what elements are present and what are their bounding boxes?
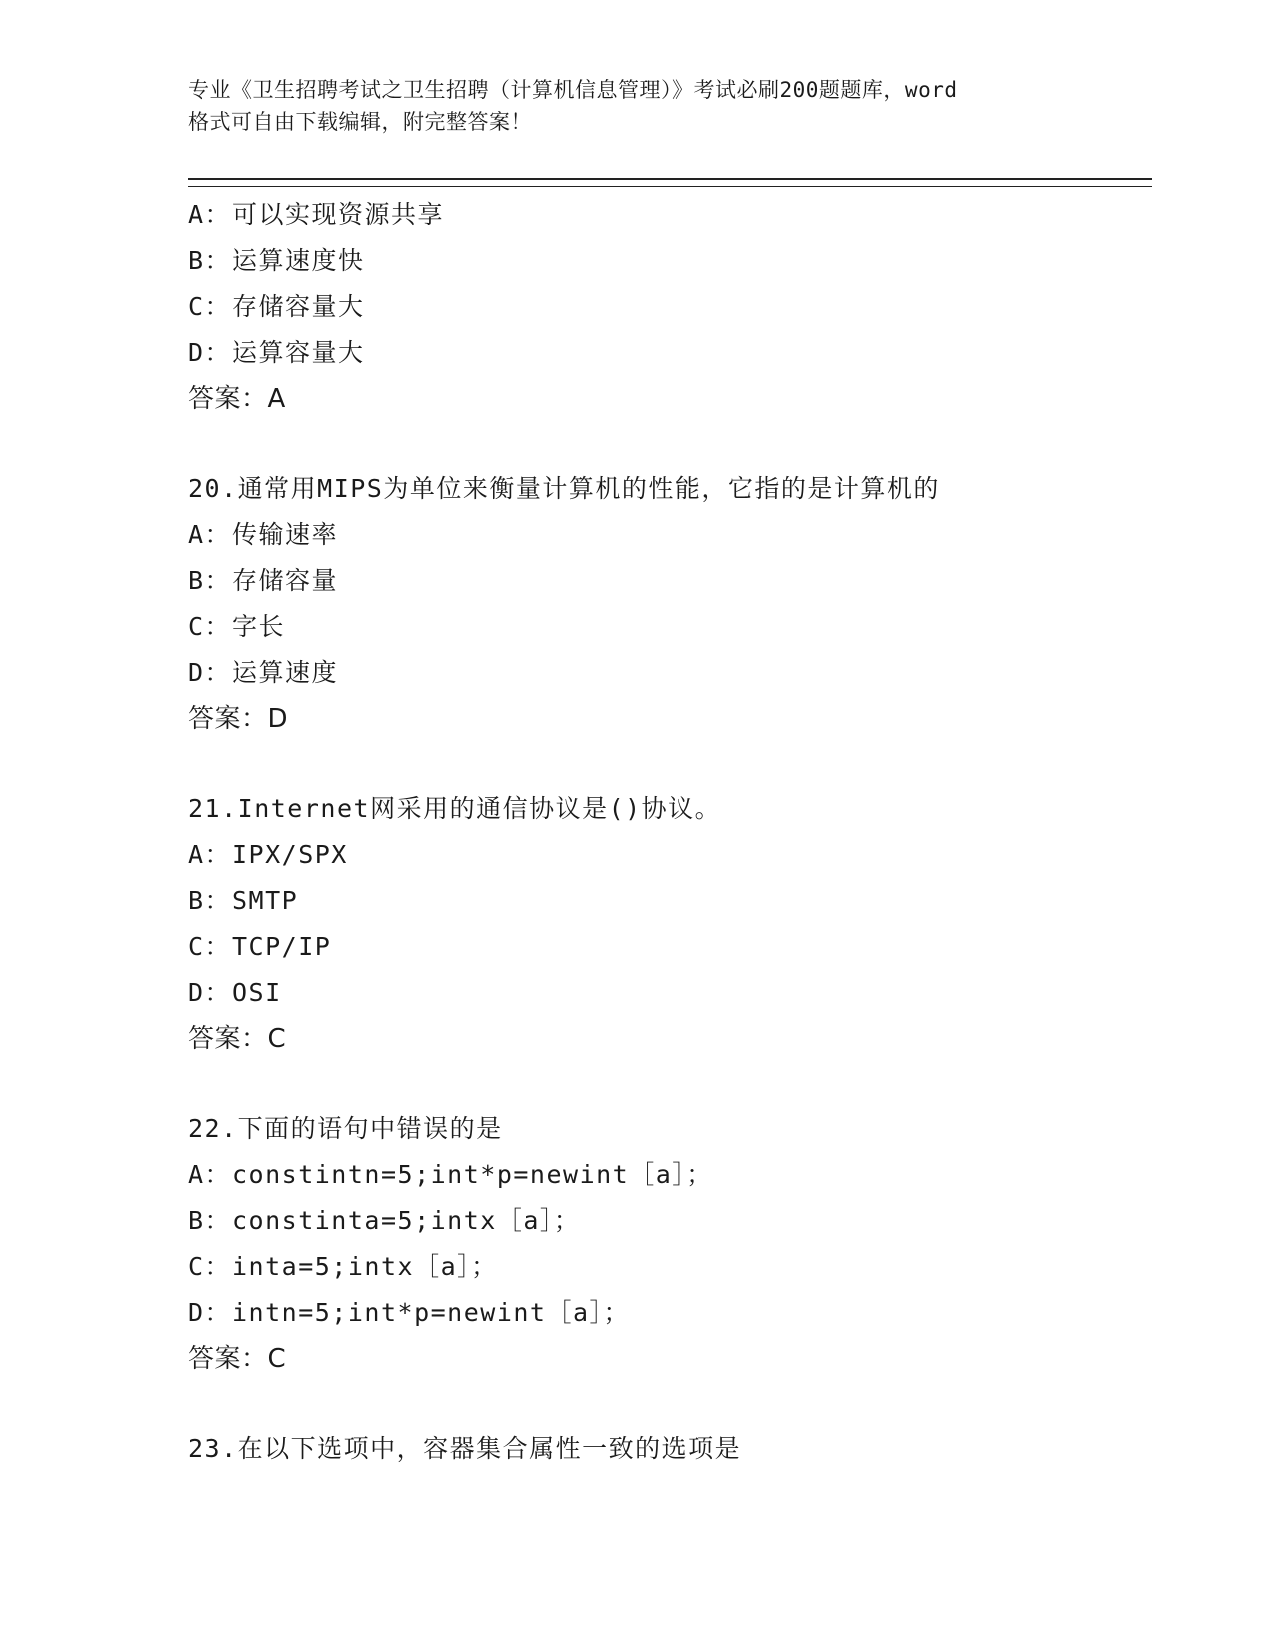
option-prefix: B： bbox=[188, 566, 232, 595]
option-prefix: C： bbox=[188, 1252, 232, 1281]
document-body bbox=[188, 192, 1152, 1472]
question-text: 23.在以下选项中，容器集合属性一致的选项是 bbox=[188, 1434, 742, 1463]
option-a bbox=[188, 832, 1152, 878]
option-a bbox=[188, 1152, 1152, 1198]
header-divider bbox=[188, 178, 1152, 187]
question-block-19 bbox=[188, 192, 1152, 422]
option-d bbox=[188, 330, 1152, 376]
option-d bbox=[188, 970, 1152, 1016]
header-line-1: 专业《卫生招聘考试之卫生招聘（计算机信息管理）》考试必刷200题题库，word bbox=[188, 78, 958, 102]
option-prefix: D： bbox=[188, 658, 232, 687]
option-prefix: C： bbox=[188, 932, 232, 961]
spacer bbox=[188, 1382, 1152, 1426]
spacer bbox=[188, 742, 1152, 786]
option-prefix: A： bbox=[188, 1160, 232, 1189]
option-b bbox=[188, 878, 1152, 924]
option-a bbox=[188, 192, 1152, 238]
option-text: 运算容量大 bbox=[232, 338, 365, 367]
question-block-21 bbox=[188, 786, 1152, 1062]
option-text: 运算速度快 bbox=[232, 246, 365, 275]
answer-line: 答案：D bbox=[188, 704, 289, 734]
option-text: 存储容量大 bbox=[232, 292, 365, 321]
question-text: 22.下面的语句中错误的是 bbox=[188, 1114, 503, 1143]
option-b bbox=[188, 238, 1152, 284]
option-prefix: D： bbox=[188, 338, 232, 367]
option-prefix: D： bbox=[188, 1298, 232, 1327]
option-c bbox=[188, 284, 1152, 330]
option-prefix: A： bbox=[188, 520, 232, 549]
option-text: inta=5;intx［a］； bbox=[232, 1252, 498, 1281]
option-text: constintn=5;int*p=newint［a］； bbox=[232, 1160, 713, 1189]
option-c bbox=[188, 604, 1152, 650]
option-prefix: B： bbox=[188, 246, 232, 275]
option-prefix: C： bbox=[188, 292, 232, 321]
option-text: 字长 bbox=[232, 612, 286, 641]
question-text: 20.通常用MIPS为单位来衡量计算机的性能，它指的是计算机的 bbox=[188, 474, 940, 503]
option-d bbox=[188, 1290, 1152, 1336]
option-c bbox=[188, 924, 1152, 970]
answer-line: 答案：A bbox=[188, 384, 286, 414]
option-prefix: B： bbox=[188, 886, 232, 915]
option-text: 运算速度 bbox=[232, 658, 339, 687]
option-prefix: D： bbox=[188, 978, 232, 1007]
option-text: SMTP bbox=[232, 886, 299, 915]
question-block-20 bbox=[188, 466, 1152, 742]
spacer bbox=[188, 1062, 1152, 1106]
option-text: 传输速率 bbox=[232, 520, 339, 549]
option-prefix: C： bbox=[188, 612, 232, 641]
option-prefix: A： bbox=[188, 840, 232, 869]
option-text: TCP/IP bbox=[232, 932, 332, 961]
option-prefix: B： bbox=[188, 1206, 232, 1235]
option-b bbox=[188, 1198, 1152, 1244]
option-text: IPX/SPX bbox=[232, 840, 348, 869]
option-text: intn=5;int*p=newint［a］； bbox=[232, 1298, 631, 1327]
answer-line: 答案：C bbox=[188, 1344, 287, 1374]
option-text: OSI bbox=[232, 978, 282, 1007]
option-text: 可以实现资源共享 bbox=[232, 200, 445, 229]
option-prefix: A： bbox=[188, 200, 232, 229]
answer-line: 答案：C bbox=[188, 1024, 287, 1054]
question-block-22 bbox=[188, 1106, 1152, 1382]
option-c bbox=[188, 1244, 1152, 1290]
option-text: 存储容量 bbox=[232, 566, 339, 595]
option-a bbox=[188, 512, 1152, 558]
question-block-23 bbox=[188, 1426, 1152, 1472]
document-header bbox=[188, 74, 1088, 138]
option-b bbox=[188, 558, 1152, 604]
spacer bbox=[188, 422, 1152, 466]
question-text: 21.Internet网采用的通信协议是()协议。 bbox=[188, 794, 722, 823]
option-d bbox=[188, 650, 1152, 696]
option-text: constinta=5;intx［a］； bbox=[232, 1206, 581, 1235]
header-line-2: 格式可自由下载编辑，附完整答案！ bbox=[188, 110, 532, 134]
